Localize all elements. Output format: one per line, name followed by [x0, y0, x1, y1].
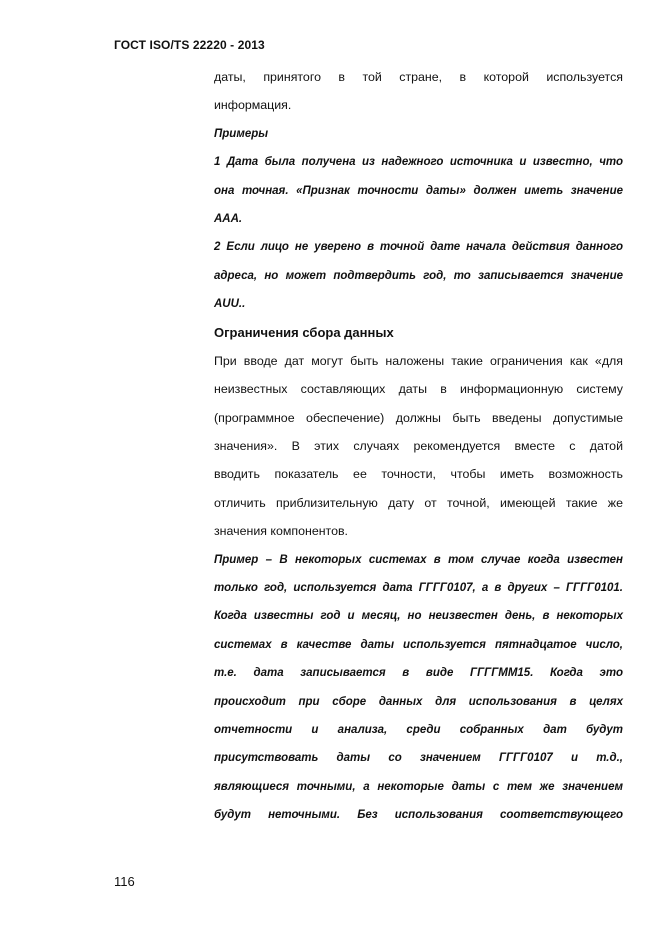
- text-line: происходит при сборе данных для использования в целях: [214, 695, 623, 708]
- text-line: будут неточными. Без использования соответствующего: [214, 809, 623, 822]
- text-line: адреса, но может подтвердить год, то записывается значение: [214, 269, 623, 282]
- text-line: неизвестных составляющих даты в информационную систему: [214, 382, 623, 397]
- text-line: AUU..: [214, 298, 246, 311]
- text-line: она точная. «Признак точности даты» должен иметь значение: [214, 184, 623, 197]
- text-line: вводить показатель ее точности, чтобы иметь возможность: [214, 467, 623, 482]
- text-line: являющиеся точными, а некоторые даты с тем же значением: [214, 780, 623, 793]
- document-body: [214, 63, 623, 830]
- text-line: 2 Если лицо не уверено в точной дате начала действия данного: [214, 241, 623, 254]
- text-line: только год, используется дата ГГГГ0107, а в других – ГГГГ0101.: [214, 582, 623, 595]
- document-header: ГОСТ ISO/TS 22220 - 2013: [114, 38, 265, 52]
- text-line: отчетности и анализа, среди собранных дат будут: [214, 723, 623, 736]
- text-line: AAA.: [214, 212, 243, 225]
- text-line: даты, принятого в той стране, в которой используется: [214, 70, 623, 84]
- text-line: Примеры: [214, 127, 269, 140]
- text-line: т.е. дата записывается в виде ГГГГММ15. Когда это: [214, 667, 623, 680]
- text-line: отличить приблизительную дату от точной, имеющей такие же: [214, 495, 623, 510]
- text-line: (программное обеспечение) должны быть введены допустимые: [214, 410, 623, 425]
- text-line: значения компонентов.: [214, 524, 349, 539]
- text-line: Когда известны год и месяц, но неизвестен день, в некоторых: [214, 610, 623, 623]
- text-line: Пример – В некоторых системах в том случае когда известен: [214, 553, 623, 566]
- page-number: 116: [114, 874, 135, 889]
- text-line: При вводе дат могут быть наложены такие ограничения как «для: [214, 353, 623, 368]
- text-line: значения». В этих случаях рекомендуется вместе с датой: [214, 439, 623, 454]
- section-heading: Ограничения сбора данных: [214, 324, 394, 340]
- text-line: 1 Дата была получена из надежного источника и известно, что: [214, 156, 623, 169]
- text-line: системах в качестве даты используется пятнадцатое число,: [214, 638, 623, 651]
- text-line: информация.: [214, 98, 292, 113]
- text-line: присутствовать даты со значением ГГГГ0107 и т.д.,: [214, 752, 623, 765]
